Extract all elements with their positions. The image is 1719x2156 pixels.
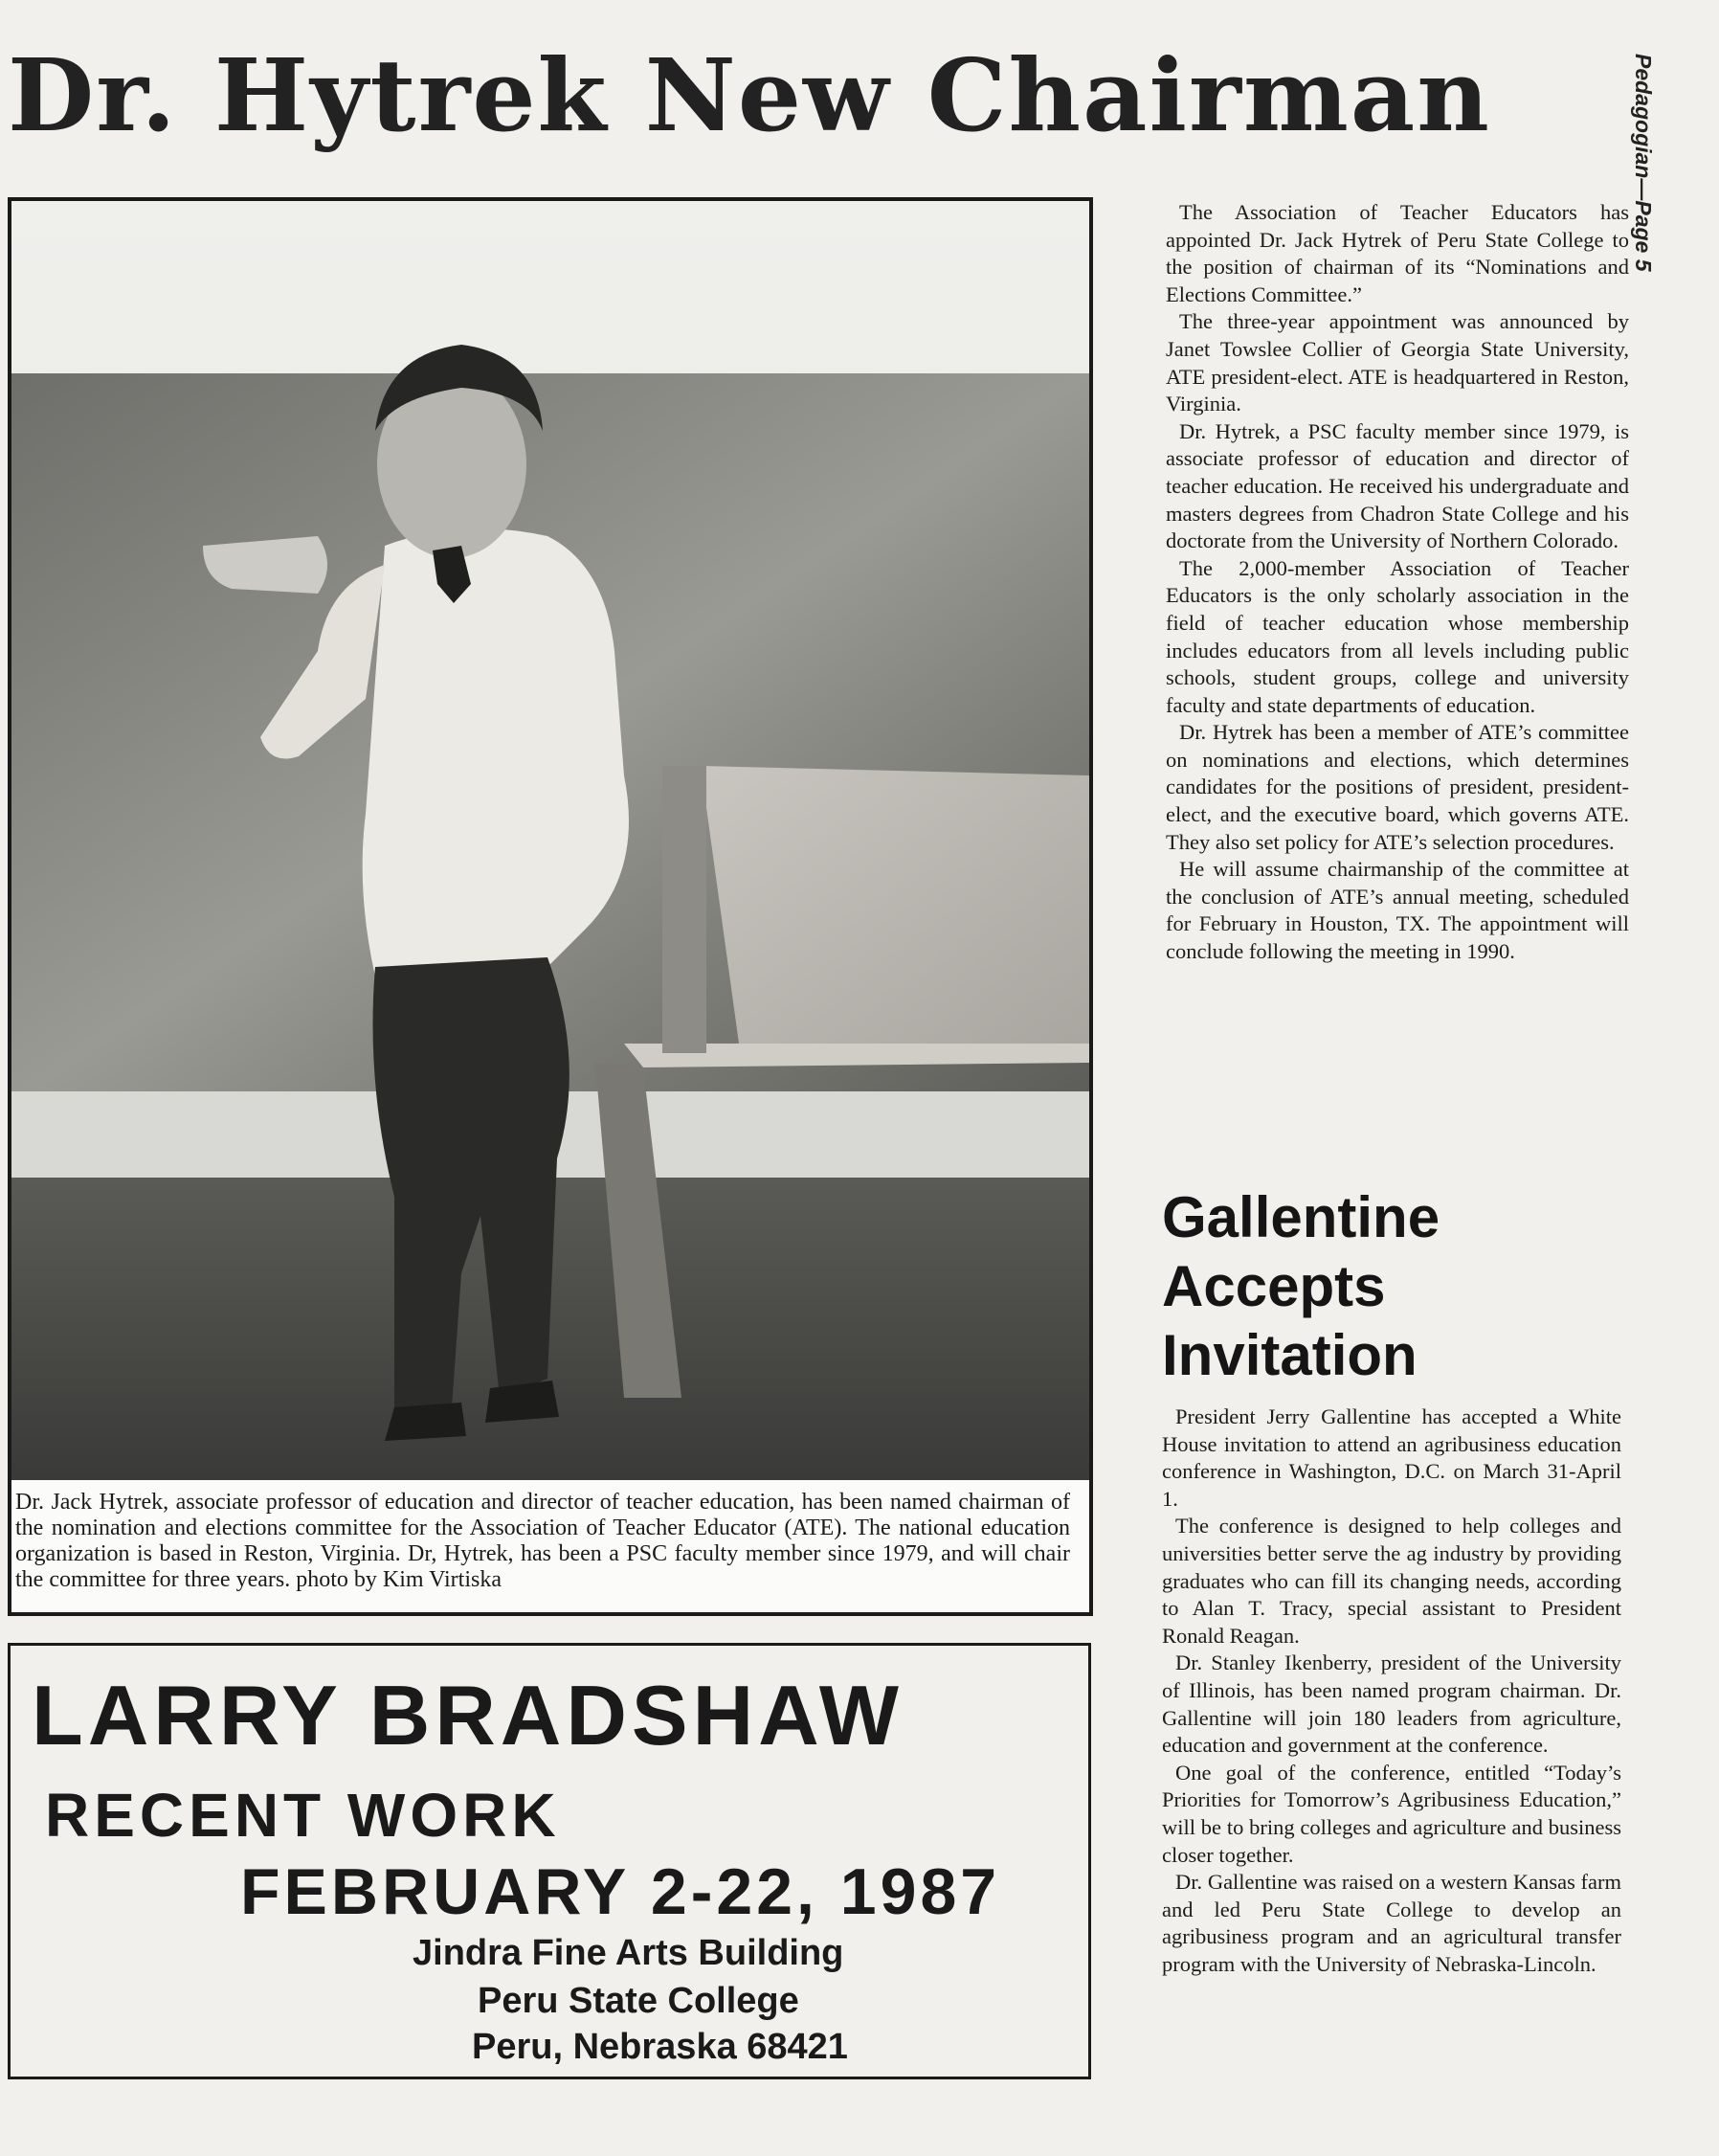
story-headline: Dr. Hytrek New Chairman: [8, 36, 1491, 154]
paragraph: The conference is designed to help colleges and universities better serve the ag industry by providing graduates who can fill its changing needs, according to Alan T. Tracy, special assistant to President Ronald Reagan.: [1162, 1514, 1621, 1648]
photo-caption: Dr. Jack Hytrek, associate professor of education and director of teacher education, has been named chairman of the nomination and elections committee for the Association of Teacher Educator (ATE). The national education organization is based in Reston, Virginia. Dr, Hytrek, has been a PSC faculty member since 1979, and will chair the committee for three years. photo by Kim Virtiska: [15, 1490, 1070, 1592]
ad-artist-name: LARRY BRADSHAW: [32, 1668, 904, 1763]
paragraph: One goal of the conference, entitled “Today’s Priorities for Tomorrow’s Agribusiness Education,” will be to bring colleges and agriculture and business closer together.: [1162, 1760, 1621, 1867]
headline-line: Invitation: [1162, 1323, 1418, 1387]
paragraph: The three-year appointment was announced by Janet Towslee Collier of Georgia State University, ATE president-elect. ATE is headquartered in Reston, Virginia.: [1166, 309, 1629, 416]
ad-city: Peru, Nebraska 68421: [472, 2027, 848, 2067]
paragraph: The Association of Teacher Educators has appointed Dr. Jack Hytrek of Peru State College to the position of chairman of its “Nominations and Elections Committee.”: [1166, 200, 1629, 306]
headline-line: Gallentine: [1162, 1185, 1440, 1249]
hytrek-photo: [11, 201, 1089, 1480]
story1-body: [1166, 199, 1629, 966]
story2-body: [1162, 1404, 1621, 1978]
ad-venue: Jindra Fine Arts Building: [413, 1933, 844, 1973]
photo-frame: [8, 197, 1093, 1616]
exhibit-advertisement: [8, 1643, 1091, 2079]
paragraph: Dr. Gallentine was raised on a western Kansas farm and led Peru State College to develop an agribusiness program and an agricultural transfer program with the University of Nebraska-Lincoln.: [1162, 1870, 1621, 1976]
ad-dates: FEBRUARY 2-22, 1987: [240, 1855, 1001, 1928]
paragraph: He will assume chairmanship of the committee at the conclusion of ATE’s annual meeting, scheduled for February in Houston, TX. The appointment will conclude following the meeting in 1990.: [1166, 857, 1629, 964]
paragraph: President Jerry Gallentine has accepted a White House invitation to attend an agribusiness education conference in Washington, D.C. on March 31-April 1.: [1162, 1404, 1621, 1511]
ad-college: Peru State College: [478, 1981, 799, 2021]
page-number-tag: Pedagogian—Page 5: [1631, 54, 1656, 272]
headline-line: Accepts: [1162, 1254, 1386, 1318]
paragraph: The 2,000-member Association of Teacher Educators is the only scholarly association in the field of teacher education whose membership includes educators from all levels including public schools, student groups, college and university faculty and state departments of education.: [1166, 555, 1629, 717]
paragraph: Dr. Hytrek has been a member of ATE’s committee on nominations and elections, which determines candidates for the positions of president, president-elect, and the executive board, which governs ATE. They also set policy for ATE’s selection procedures.: [1166, 720, 1629, 854]
story2-headline: [1162, 1183, 1440, 1390]
ad-subtitle: RECENT WORK: [45, 1781, 561, 1850]
paragraph: Dr. Hytrek, a PSC faculty member since 1979, is associate professor of education and director of teacher education. He received his undergraduate and masters degrees from Chadron State College and his doctorate from the University of Northern Colorado.: [1166, 418, 1629, 553]
paragraph: Dr. Stanley Ikenberry, president of the University of Illinois, has been named program chairman. Dr. Gallentine will join 180 leaders from agriculture, education and government at the conference.: [1162, 1651, 1621, 1758]
